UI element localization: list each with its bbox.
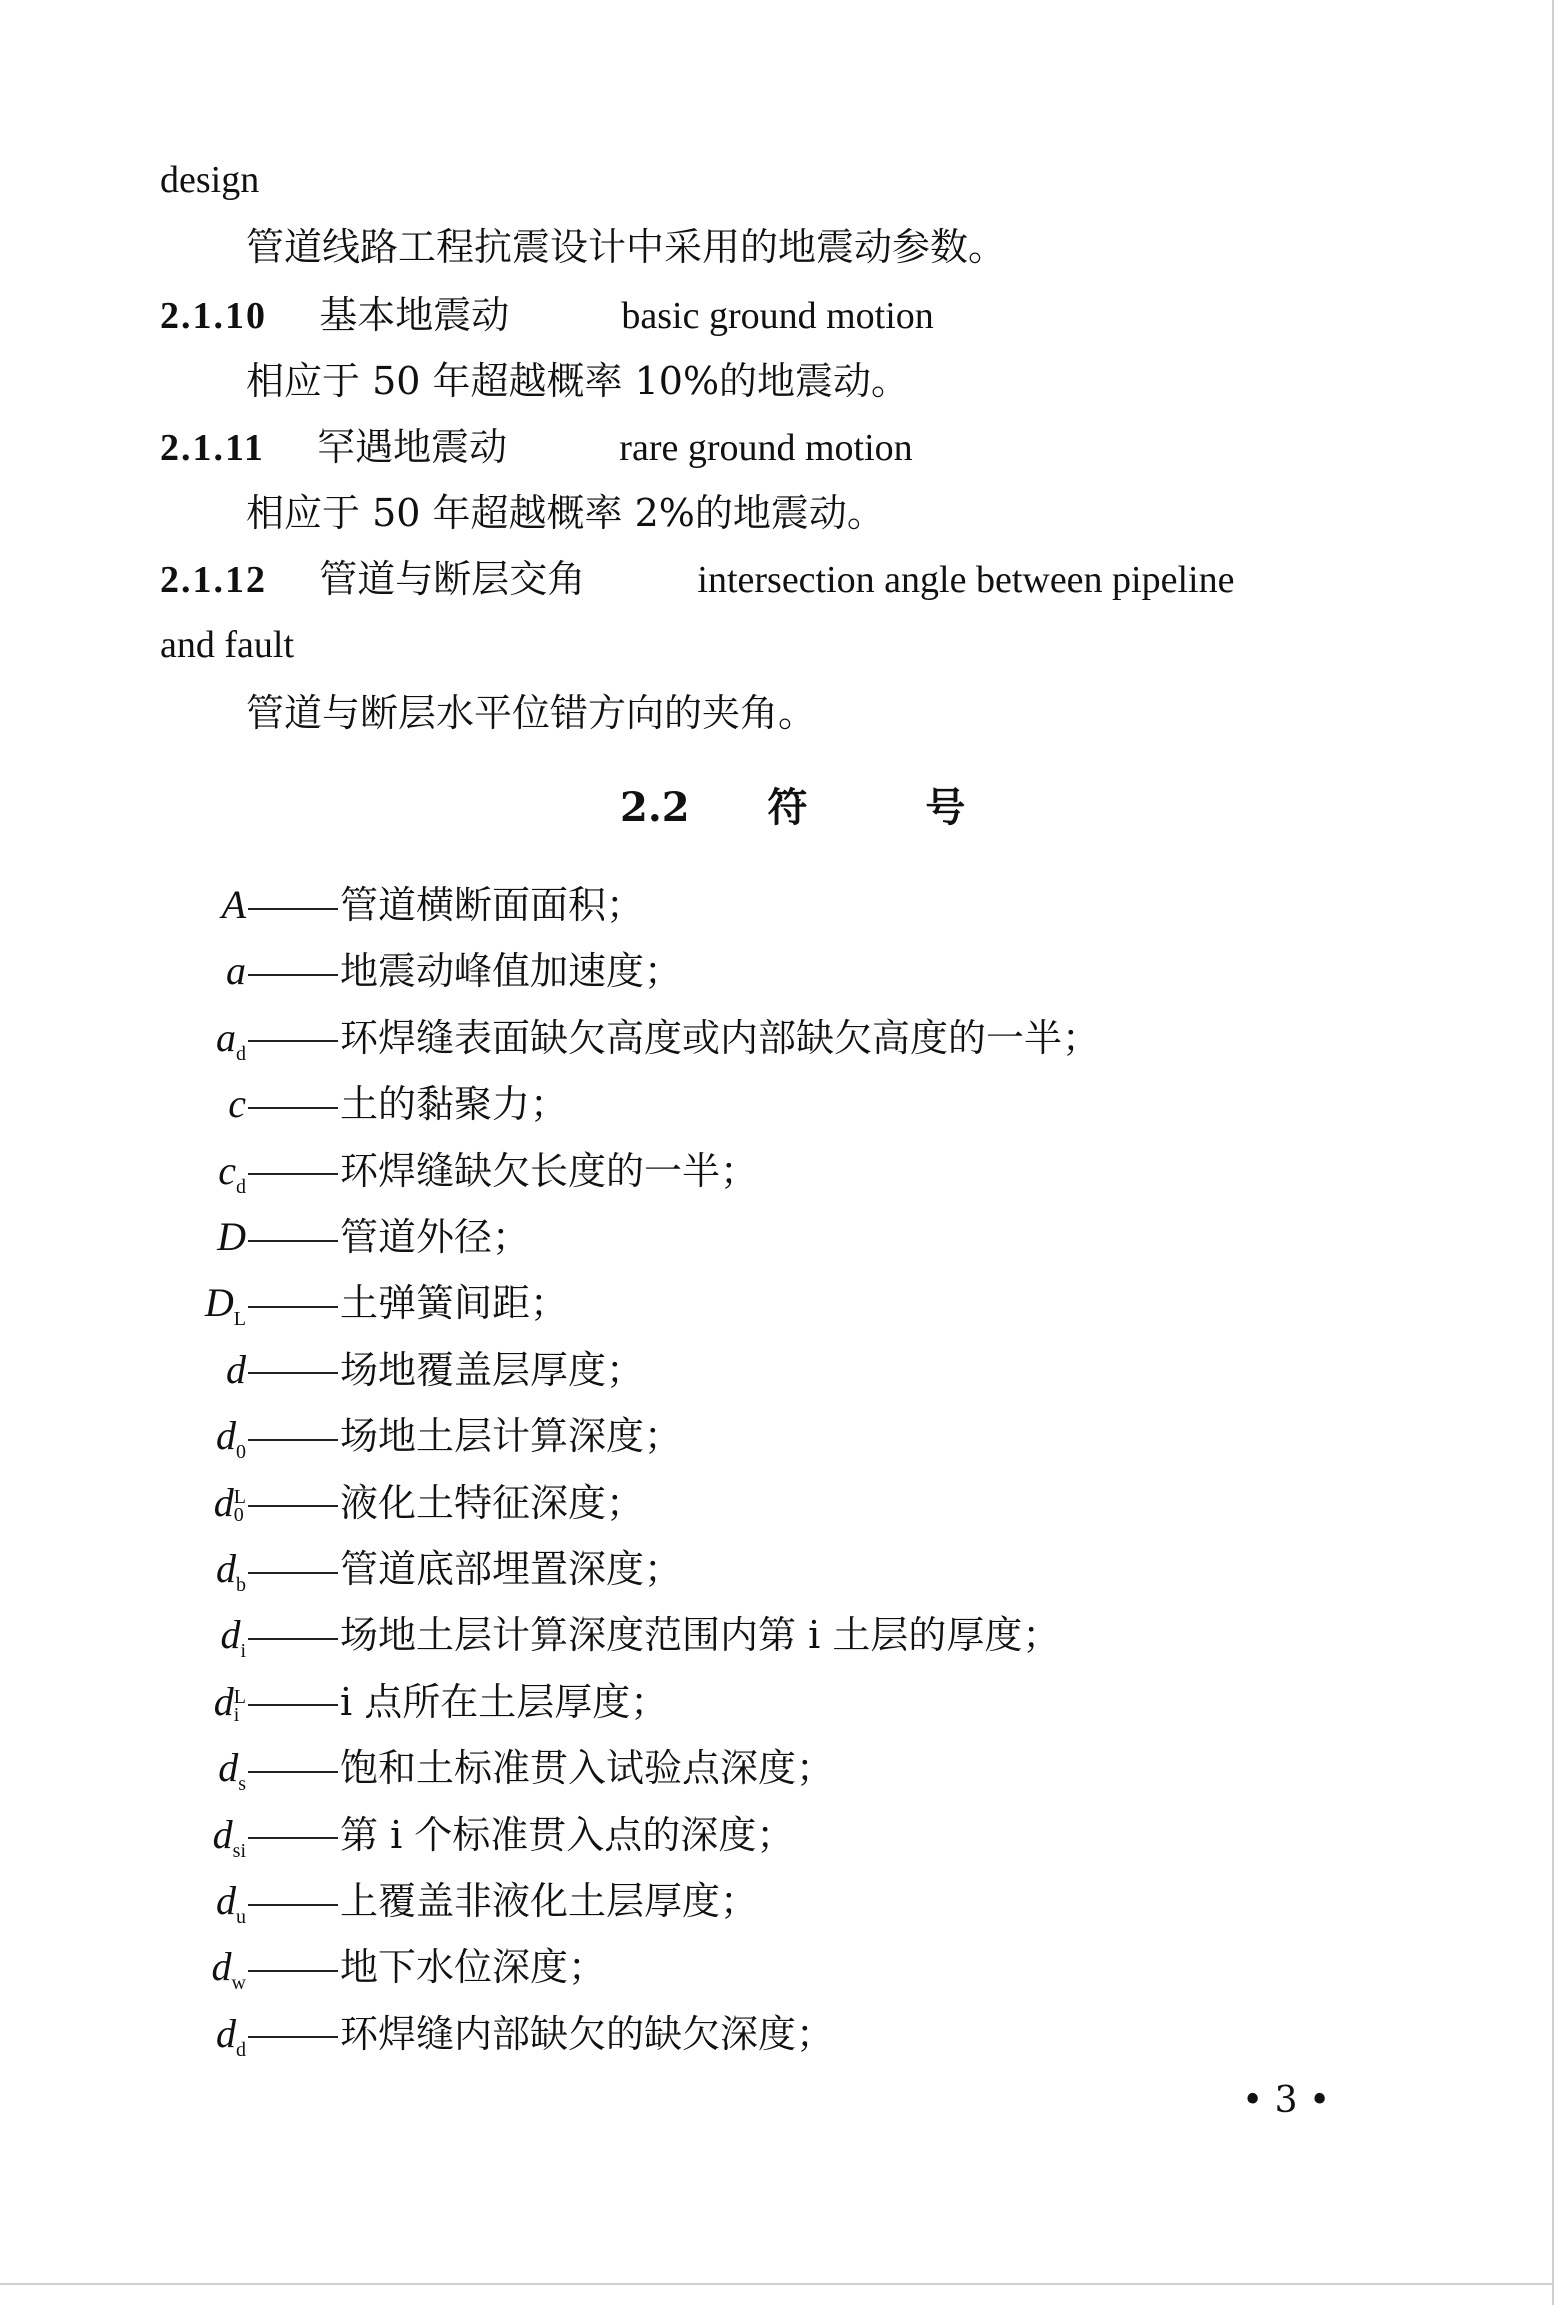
symbol-description: 土弹簧间距； (340, 1281, 569, 1326)
term-cn: 管道与断层交角 (319, 557, 586, 601)
em-dash (248, 974, 338, 976)
symbol: d (226, 1346, 246, 1392)
symbol-description: 管道底部埋置深度； (340, 1547, 683, 1591)
symbol-description: 土的黏聚力； (340, 1082, 569, 1127)
symbol-entry (110, 1876, 758, 1942)
symbol-entry (110, 1013, 1100, 1079)
term-number: 2.1.12 (160, 559, 267, 601)
em-dash (248, 1107, 338, 1109)
page-edge (1552, 0, 1554, 2305)
em-dash (248, 908, 338, 910)
symbol-entry (110, 1212, 530, 1262)
symbol: $d_s$ (218, 1745, 246, 1796)
symbol-entry (110, 946, 682, 996)
em-dash (248, 1505, 338, 1507)
term-2-1-12 (160, 554, 1234, 605)
term-en: rare ground motion (619, 427, 913, 469)
symbol: $c_d$ (218, 1147, 246, 1198)
symbol-description: 上覆盖非液化土层厚度； (340, 1879, 759, 1923)
symbol-description: 管道外径； (340, 1215, 531, 1259)
symbol-entry (110, 880, 644, 930)
symbol: $d_{si}$ (212, 1811, 246, 1862)
symbol-description: 管道横断面面积； (340, 883, 645, 927)
symbol: a (226, 948, 246, 994)
symbol-entry (110, 1411, 682, 1477)
term-en: intersection angle between pipeline (697, 559, 1235, 601)
symbol-entry (110, 1677, 668, 1727)
symbol: $a_d$ (216, 1014, 246, 1065)
symbol: A (221, 882, 246, 927)
em-dash (248, 1040, 338, 1042)
term-number: 2.1.10 (160, 295, 267, 337)
term-definition: 管道与断层水平位错方向的夹角。 (246, 691, 817, 735)
symbol-description: 环焊缝缺欠长度的一半； (340, 1148, 759, 1193)
symbol: $d_b$ (216, 1546, 246, 1596)
symbol: $d_w$ (211, 1944, 246, 1995)
symbol-entry (110, 1610, 1060, 1676)
em-dash (248, 1704, 338, 1706)
section-title: 符 (767, 784, 808, 831)
symbol-entry (110, 1079, 568, 1129)
symbol: $d_u$ (216, 1878, 246, 1928)
symbol-entry (110, 1544, 682, 1610)
symbol-description: 场地土层计算深度； (340, 1414, 683, 1459)
term-continuation: and fault (160, 624, 295, 666)
term-cn: 罕遇地震动 (317, 425, 508, 469)
symbol: $d_i$ (220, 1612, 246, 1663)
symbol: $D_L$ (204, 1280, 246, 1331)
page-number: • 3 • (1242, 2080, 1331, 2121)
symbol-entry (110, 1942, 606, 2008)
em-dash (248, 1970, 338, 1972)
section-title: 号 (925, 784, 966, 831)
em-dash (248, 1771, 338, 1773)
symbol-description: 场地覆盖层厚度； (340, 1347, 645, 1392)
symbol-description: 液化土特征深度； (340, 1480, 645, 1525)
term-definition: 相应于 50 年超越概率 10%的地震动。 (246, 359, 910, 403)
term-definition: 相应于 50 年超越概率 2%的地震动。 (246, 491, 885, 535)
term-en: basic ground motion (621, 295, 934, 337)
term-definition: 管道线路工程抗震设计中采用的地震动参数。 (246, 225, 1007, 269)
em-dash (248, 1837, 338, 1839)
symbol-entry (110, 1345, 644, 1395)
term-cn: 基本地震动 (319, 293, 510, 337)
em-dash (248, 1173, 338, 1175)
symbol-entry (110, 1810, 794, 1876)
em-dash (248, 1904, 338, 1906)
symbol: c (228, 1081, 246, 1127)
symbol-description: 环焊缝表面缺欠高度或内部缺欠高度的一半； (340, 1015, 1101, 1060)
symbol: $d_0$ (216, 1413, 246, 1464)
term-2-1-11 (160, 422, 913, 473)
section-heading (620, 780, 965, 836)
term-continuation: design (160, 159, 260, 201)
symbol-description: 饱和土标准贯入试验点深度； (340, 1746, 835, 1791)
section-number: 2.2 (620, 784, 690, 831)
symbol: $d_d$ (216, 2010, 246, 2061)
em-dash (248, 1240, 338, 1242)
em-dash (248, 2036, 338, 2038)
page-edge-bottom (0, 2283, 1554, 2285)
symbol-description: 第 i 个标准贯入点的深度； (340, 1812, 795, 1857)
symbol: d L 0 (213, 1479, 246, 1527)
symbol-entry (110, 1743, 834, 1809)
symbol-entry (110, 1278, 568, 1344)
symbol-description: 地下水位深度； (340, 1945, 607, 1990)
em-dash (248, 1572, 338, 1574)
em-dash (248, 1306, 338, 1308)
term-number: 2.1.11 (160, 427, 265, 469)
em-dash (248, 1372, 338, 1374)
term-2-1-10 (160, 290, 934, 341)
symbol: d L i (213, 1678, 246, 1726)
em-dash (248, 1439, 338, 1441)
symbol: D (217, 1214, 246, 1259)
symbol-description: 地震动峰值加速度； (340, 949, 683, 994)
symbol-description: i 点所在土层厚度； (340, 1679, 669, 1724)
symbol-entry (110, 2009, 834, 2075)
symbol-description: 环焊缝内部缺欠的缺欠深度； (340, 2011, 835, 2056)
symbol-entry (110, 1146, 758, 1212)
em-dash (248, 1638, 338, 1640)
symbol-entry (110, 1478, 644, 1528)
symbol-description: 场地土层计算深度范围内第 i 土层的厚度； (340, 1613, 1061, 1658)
